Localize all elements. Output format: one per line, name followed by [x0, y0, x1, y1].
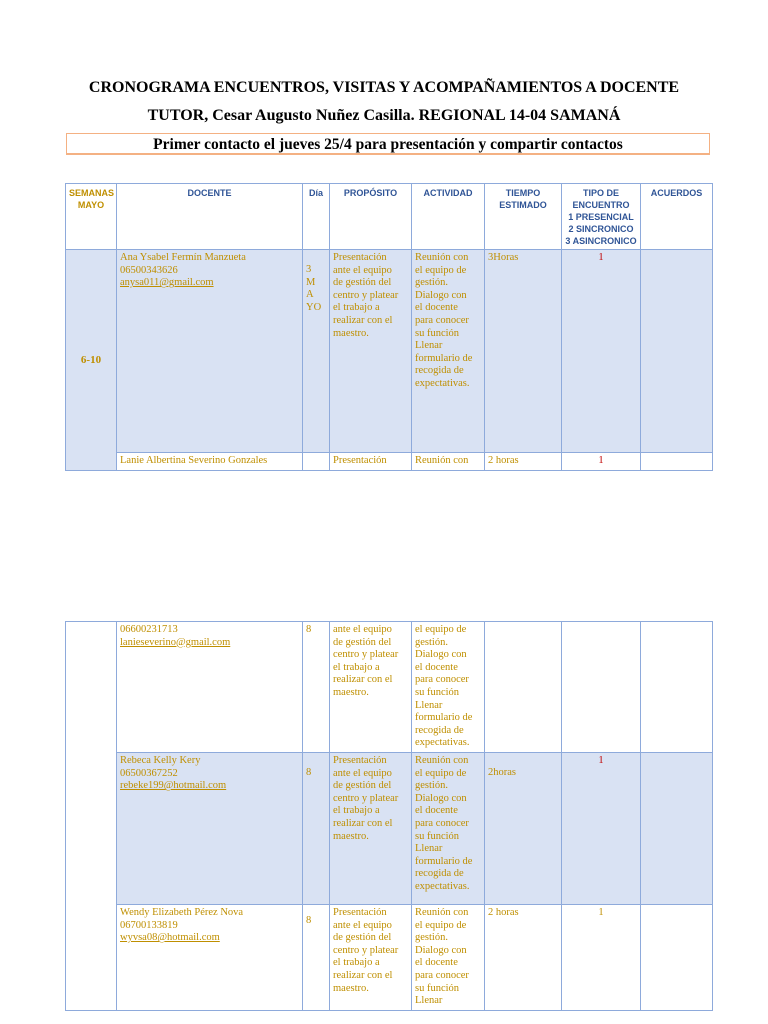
tipo-cell: [562, 622, 641, 753]
tipo-cell: 1: [562, 904, 641, 1010]
tiempo-cell: [485, 622, 562, 753]
week-cell-continued: [66, 622, 117, 1011]
docente-cell: Lanie Albertina Severino Gonzales: [117, 453, 303, 471]
schedule-table-part2: [65, 621, 713, 1011]
email-link[interactable]: anysa011@gmail.com: [120, 277, 214, 289]
acuerdos-cell: [641, 752, 713, 904]
header-actividad: ACTIVIDAD: [412, 184, 485, 250]
actividad-cell: Reunión con el equipo de gestión. Dialogo con el docente para conocer su función Llenar formulario de recogida de expectativas.: [412, 752, 485, 904]
dia-cell: 8: [303, 752, 330, 904]
tiempo-cell: 2 horas: [485, 904, 562, 1010]
docente-cell: Rebeca Kelly Kery 06500367252 rebeke199@hotmail.com: [117, 752, 303, 904]
acuerdos-cell: [641, 904, 713, 1010]
actividad-cell: el equipo de gestión. Dialogo con el docente para conocer su función Llenar formulario de recogida de expectativas.: [412, 622, 485, 753]
docente-cell: Ana Ysabel Fermín Manzueta 06500343626 anysa011@gmail.com: [117, 250, 303, 453]
email-link[interactable]: wyvsa08@hotmail.com: [120, 932, 220, 944]
tipo-cell: 1: [562, 752, 641, 904]
first-contact-banner: Primer contacto el jueves 25/4 para presentación y compartir contactos: [66, 133, 710, 155]
tipo-cell: 1: [562, 453, 641, 471]
table-row: [66, 752, 713, 904]
dia-cell: 3 M A YO: [303, 250, 330, 453]
proposito-cell: Presentación: [330, 453, 412, 471]
schedule-table-part1: [65, 183, 713, 471]
actividad-cell: Reunión con el equipo de gestión. Dialogo con el docente para conocer su función Llenar formulario de recogida de expectativas.: [412, 250, 485, 453]
table-row: [66, 622, 713, 753]
acuerdos-cell: [641, 453, 713, 471]
tiempo-cell: 2horas: [485, 752, 562, 904]
proposito-cell: Presentación ante el equipo de gestión del centro y platear el trabajo a realizar con el maestro.: [330, 904, 412, 1010]
dia-cell: [303, 453, 330, 471]
header-docente: DOCENTE: [117, 184, 303, 250]
tipo-cell: 1: [562, 250, 641, 453]
proposito-cell: ante el equipo de gestión del centro y platear el trabajo a realizar con el maestro.: [330, 622, 412, 753]
email-link[interactable]: rebeke199@hotmail.com: [120, 780, 227, 792]
header-dia: Día: [303, 184, 330, 250]
tiempo-cell: 3Horas: [485, 250, 562, 453]
header-tipo-encuentro: TIPO DE ENCUENTRO 1 PRESENCIAL 2 SINCRONICO 3 ASINCRONICO: [562, 184, 641, 250]
header-semanas: SEMANAS MAYO: [66, 184, 117, 250]
table-header-row: [66, 184, 713, 250]
dia-cell: 8: [303, 904, 330, 1010]
proposito-cell: Presentación ante el equipo de gestión del centro y platear el trabajo a realizar con el maestro.: [330, 250, 412, 453]
document-title-line2: TUTOR, Cesar Augusto Nuñez Casilla. REGIONAL 14-04 SAMANÁ: [147, 107, 621, 124]
table-row: [66, 453, 713, 471]
docente-cell: Wendy Elizabeth Pérez Nova 06700133819 wyvsa08@hotmail.com: [117, 904, 303, 1010]
table-row: [66, 904, 713, 1010]
week-cell: 6-10: [66, 250, 117, 471]
document-title-line1: CRONOGRAMA ENCUENTROS, VISITAS Y ACOMPAÑAMIENTOS A DOCENTE: [88, 79, 680, 96]
header-tiempo: TIEMPO ESTIMADO: [485, 184, 562, 250]
table-row: [66, 250, 713, 453]
proposito-cell: Presentación ante el equipo de gestión del centro y platear el trabajo a realizar con el maestro.: [330, 752, 412, 904]
email-link[interactable]: lanieseverino@gmail.com: [120, 636, 231, 648]
actividad-cell: Reunión con el equipo de gestión. Dialogo con el docente para conocer su función Llenar: [412, 904, 485, 1010]
acuerdos-cell: [641, 622, 713, 753]
header-proposito: PROPÓSITO: [330, 184, 412, 250]
actividad-cell: Reunión con: [412, 453, 485, 471]
tiempo-cell: 2 horas: [485, 453, 562, 471]
acuerdos-cell: [641, 250, 713, 453]
header-acuerdos: ACUERDOS: [641, 184, 713, 250]
dia-cell: 8: [303, 622, 330, 753]
docente-cell: 06600231713 lanieseverino@gmail.com: [117, 622, 303, 753]
